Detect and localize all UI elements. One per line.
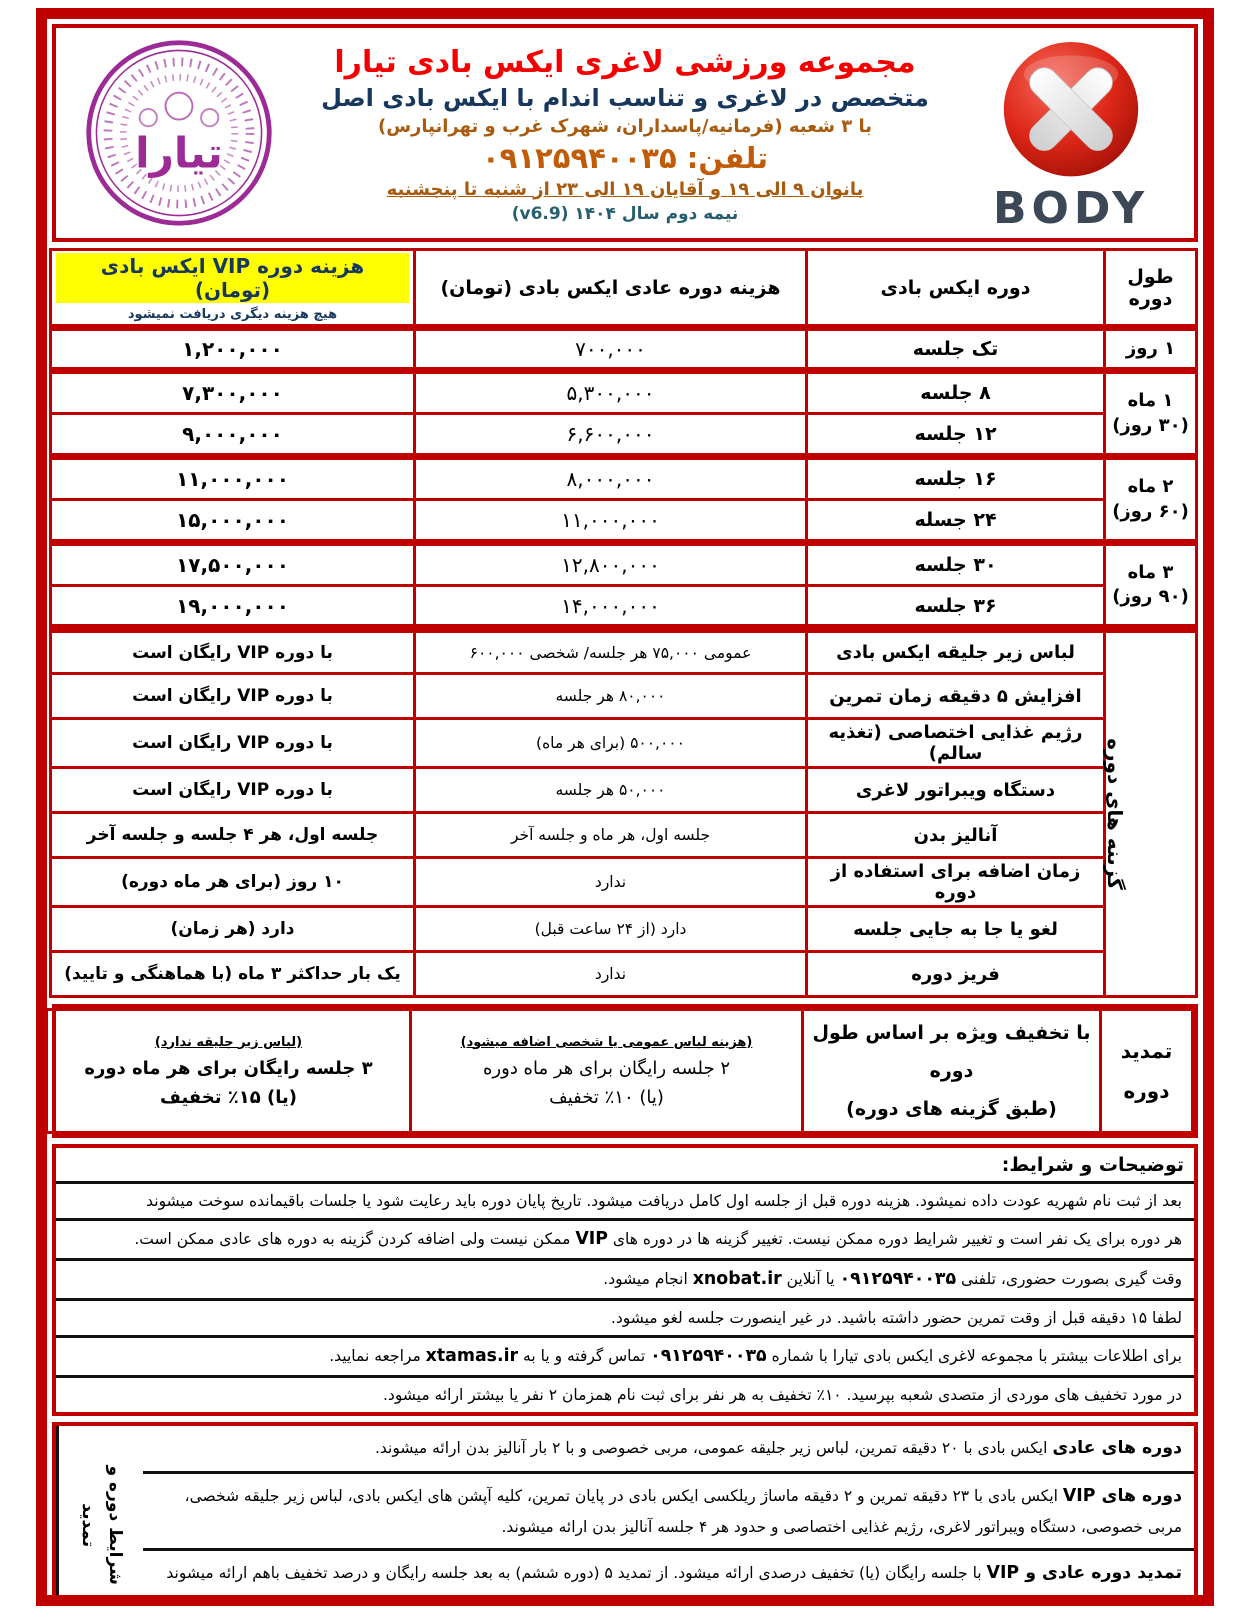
term-row: [56, 1375, 1194, 1412]
text-segment: ایکس بادی با ۲۳ دقیقه تمرین و ۲ دقیقه ماساژ ریلکسی ایکس بادی در پایان تمرین، کلیه آپشن های ایکس بادی، لباس زیر جلیقه شخصی، مربی خصوصی، دستگاه ویبراتور لاغری، رژیم غذایی اختصاصی و حدود هر ۴ جلسه آنالیز بدن ارائه میشوند.: [184, 1486, 1182, 1536]
header-duration: طول دوره: [1105, 250, 1197, 328]
option-name-cell: دستگاه ویبراتور لاغری: [807, 768, 1105, 813]
option-normal-cell: عمومی ۷۵,۰۰۰ هر جلسه/ شخصی ۶۰۰,۰۰۰: [415, 629, 807, 674]
duration-cell: [1105, 543, 1197, 629]
option-row: [51, 719, 1197, 768]
duration-line: (۶۰ روز): [1112, 500, 1189, 522]
option-vip-cell: یک بار حداکثر ۳ ماه (با هماهنگی و تایید): [51, 952, 415, 997]
option-name-cell: رژیم غذایی اختصاصی (تغذیه سالم): [807, 719, 1105, 768]
normal-price-cell: ۶,۶۰۰,۰۰۰: [415, 414, 807, 457]
xbody-wordmark: BODY: [992, 183, 1150, 234]
vip-price-cell: ۱۱,۰۰۰,۰۰۰: [51, 457, 415, 500]
text-segment: مراجعه نمایید.: [329, 1346, 426, 1365]
option-normal-cell: دارد (از ۲۴ ساعت قبل): [415, 907, 807, 952]
session-count-cell: ۳۶ جلسه: [807, 586, 1105, 629]
text-segment: در مورد تخفیف های موردی از متصدی شعبه بپرسید. ۱۰٪ تخفیف به هر نفر برای ثبت نام همزمان ۲ نفر یا بیشتر ارائه میشود.: [382, 1385, 1182, 1404]
text-segment: یا آنلاین: [781, 1269, 840, 1288]
renewal-vip-line2: (یا) ۱۵٪ تخفیف: [160, 1086, 297, 1108]
emphasized-text: تمدید دوره عادی و VIP: [986, 1563, 1182, 1584]
terms-section: [52, 1144, 1198, 1416]
renewal-vip-cell: [47, 1010, 411, 1133]
options-group-label-cell: [1105, 629, 1197, 997]
renewal-section: [52, 1004, 1198, 1138]
option-vip-cell: ۱۰ روز (برای هر ماه دوره): [51, 858, 415, 907]
renewal-course-line2: (طبق گزینه های دوره): [846, 1098, 1057, 1120]
duration-cell: [1105, 328, 1197, 371]
option-vip-cell: جلسه اول، هر ۴ جلسه و جلسه آخر: [51, 813, 415, 858]
text-segment: هر دوره برای یک نفر است و تغییر شرایط دوره ممکن نیست. تغییر گزینه ها در دوره های: [608, 1230, 1182, 1249]
option-name-cell: افزایش ۵ دقیقه زمان تمرین: [807, 674, 1105, 719]
emphasized-text: VIP: [575, 1229, 608, 1250]
price-row: [51, 586, 1197, 629]
renewal-normal-line2: (یا) ۱۰٪ تخفیف: [549, 1086, 664, 1108]
duration-line: ۲ ماه: [1127, 476, 1174, 498]
renewal-label-line2: دوره: [1123, 1079, 1170, 1103]
option-normal-cell: ندارد: [415, 858, 807, 907]
page-title: مجموعه ورزشی لاغری ایکس بادی تیارا: [334, 44, 916, 80]
text-segment: وقت گیری بصورت حضوری، تلفنی: [956, 1269, 1182, 1288]
price-row: [51, 328, 1197, 371]
normal-price-cell: ۸,۰۰۰,۰۰۰: [415, 457, 807, 500]
emphasized-text: xnobat.ir: [692, 1268, 782, 1289]
price-table-body: [51, 328, 1197, 997]
option-normal-cell: ۸۰,۰۰۰ هر جلسه: [415, 674, 807, 719]
emphasized-text: ۰۹۱۲۵۹۴۰۰۳۵: [839, 1268, 957, 1289]
price-table-header-row: [51, 250, 1197, 328]
session-count-cell: ۲۴ جسله: [807, 500, 1105, 543]
price-row: [51, 457, 1197, 500]
session-count-cell: ۸ جلسه: [807, 371, 1105, 414]
duration-line: ۱ روز: [1125, 337, 1176, 359]
renewal-course-line1: با تخفیف ویژه بر اساس طول دوره: [812, 1022, 1091, 1082]
option-row: [51, 858, 1197, 907]
option-row: [51, 907, 1197, 952]
option-name-cell: زمان اضافه برای استفاده از دوره: [807, 858, 1105, 907]
term-row: [56, 1181, 1194, 1218]
duration-line: ۱ ماه: [1127, 390, 1174, 412]
term-row: [56, 1218, 1194, 1258]
text-segment: ممکن نیست ولی اضافه کردن گزینه به دوره های عادی ممکن است.: [134, 1230, 576, 1249]
renewal-course-cell: [803, 1010, 1101, 1133]
price-table: [49, 248, 1198, 998]
header-normal-price: هزینه دوره عادی ایکس بادی (تومان): [415, 250, 807, 328]
renewal-normal-cell: [411, 1010, 803, 1133]
option-vip-cell: دارد (هر زمان): [51, 907, 415, 952]
xbody-logo: [952, 35, 1190, 234]
price-row: [51, 414, 1197, 457]
vip-price-cell: ۷,۳۰۰,۰۰۰: [51, 371, 415, 414]
emphasized-text: ۰۹۱۲۵۹۴۰۰۳۵: [650, 1345, 767, 1366]
conditions-label-line1: شرایط دوره و: [105, 1466, 126, 1586]
duration-cell: [1105, 457, 1197, 543]
svg-text:تیارا: تیارا: [135, 128, 223, 178]
price-row: [51, 371, 1197, 414]
emphasized-text: دوره های عادی: [1052, 1437, 1182, 1458]
renewal-vip-note: (لباس زیر جلیقه ندارد): [154, 1034, 303, 1050]
normal-price-cell: ۱۲,۸۰۰,۰۰۰: [415, 543, 807, 586]
condition-row: [143, 1426, 1194, 1471]
header-box: [52, 24, 1198, 242]
vip-header-note: هیچ هزینه دیگری دریافت نمیشود: [127, 307, 338, 322]
header-course: دوره ایکس بادی: [807, 250, 1105, 328]
header-text-block: [298, 43, 952, 224]
conditions-list: [143, 1426, 1194, 1606]
text-segment: تماس گرفته و یا به: [518, 1346, 651, 1365]
terms-list: [56, 1181, 1194, 1412]
vip-price-cell: ۱۵,۰۰۰,۰۰۰: [51, 500, 415, 543]
term-row: [56, 1258, 1194, 1298]
edition-line: نیمه دوم سال ۱۴۰۴ (v6.9): [511, 203, 739, 224]
condition-row: [143, 1548, 1194, 1606]
vip-price-cell: ۱۷,۵۰۰,۰۰۰: [51, 543, 415, 586]
text-segment: با جلسه رایگان (یا) تخفیف درصدی ارائه میشود. از تمدید ۵ (دوره ششم) به بعد جلسه رایگان و درصد تخفیف باهم ارائه میشوند .همچنین هر ۳ تمدید (از دوره چهارم)، لباس زیر شخصی در دوره های VIP رایگان ارائه میشود و یا هزینه لباس عمومی در دوره های عادی دریافت نمیشود.: [166, 1564, 1182, 1606]
renewal-vip-line1: ۳ جلسه رایگان برای هر ماه دوره: [84, 1057, 373, 1079]
phone-line: تلفن: ۰۹۱۲۵۹۴۰۰۳۵: [481, 140, 769, 175]
renewal-normal-line1: ۲ جلسه رایگان برای هر ماه دوره: [483, 1057, 730, 1079]
duration-line: ۳ ماه: [1127, 561, 1174, 583]
price-row: [51, 500, 1197, 543]
term-row: [56, 1298, 1194, 1335]
page-subtitle: متخصص در لاغری و تناسب اندام با ایکس بادی اصل: [321, 83, 929, 112]
vip-price-cell: ۱,۲۰۰,۰۰۰: [51, 328, 415, 371]
option-row: [51, 629, 1197, 674]
normal-price-cell: ۷۰۰,۰۰۰: [415, 328, 807, 371]
renewal-normal-note: (هزینه لباس عمومی یا شخصی اضافه میشود): [460, 1034, 753, 1050]
option-normal-cell: جلسه اول، هر ماه و جلسه آخر: [415, 813, 807, 858]
session-count-cell: ۱۲ جلسه: [807, 414, 1105, 457]
tiara-logo: [60, 37, 298, 229]
conditions-rotated-label: [74, 1466, 128, 1585]
vip-price-cell: ۹,۰۰۰,۰۰۰: [51, 414, 415, 457]
normal-price-cell: ۱۱,۰۰۰,۰۰۰: [415, 500, 807, 543]
conditions-section: [52, 1422, 1198, 1606]
price-row: [51, 543, 1197, 586]
text-segment: انجام میشود.: [603, 1269, 693, 1288]
flyer-page: [36, 8, 1214, 1606]
option-row: [51, 768, 1197, 813]
option-vip-cell: با دوره VIP رایگان است: [51, 629, 415, 674]
session-count-cell: تک جلسه: [807, 328, 1105, 371]
option-normal-cell: ۵۰,۰۰۰ هر جلسه: [415, 768, 807, 813]
duration-cell: [1105, 371, 1197, 457]
duration-line: (۹۰ روز): [1112, 586, 1189, 607]
tiara-logo-icon: [83, 37, 275, 229]
vip-header-highlight: هزینه دوره VIP ایکس بادی (تومان): [56, 253, 409, 303]
option-row: [51, 952, 1197, 997]
renewal-label-cell: [1101, 1010, 1193, 1133]
option-normal-cell: ۵۰۰,۰۰۰ (برای هر ماه): [415, 719, 807, 768]
text-segment: ایکس بادی با ۲۰ دقیقه تمرین، لباس زیر جلیقه عمومی، مربی خصوصی و با ۲ بار آنالیز بدن ارائه میشوند.: [374, 1438, 1053, 1457]
option-name-cell: فریز دوره: [807, 952, 1105, 997]
header-vip-price: [51, 250, 415, 328]
option-name-cell: آنالیز بدن: [807, 813, 1105, 858]
term-row: [56, 1335, 1194, 1375]
condition-row: [143, 1471, 1194, 1548]
option-name-cell: لغو یا جا به جایی جلسه: [807, 907, 1105, 952]
option-vip-cell: با دوره VIP رایگان است: [51, 719, 415, 768]
option-row: [51, 674, 1197, 719]
renewal-table: [45, 1008, 1194, 1134]
branches-line: با ۳ شعبه (فرمانیه/پاسداران، شهرک غرب و تهرانپارس): [377, 115, 873, 137]
text-segment: بعد از ثبت نام شهریه عودت داده نمیشود. هزینه دوره قبل از جلسه اول کامل دریافت میشود. تاریخ پایان دوره باید رعایت شود یا جلسات باقیمانده سوخت میشوند: [146, 1192, 1182, 1210]
option-row: [51, 813, 1197, 858]
vip-price-cell: ۱۹,۰۰۰,۰۰۰: [51, 586, 415, 629]
options-group-label: گزینه های دوره: [1103, 738, 1128, 890]
duration-line: (۳۰ روز): [1112, 414, 1189, 436]
emphasized-text: xtamas.ir: [425, 1345, 519, 1366]
hours-line: بانوان ۹ الی ۱۹ و آقایان ۱۹ الی ۲۳ از شنبه تا پنجشنبه: [386, 178, 864, 200]
option-name-cell: لباس زیر جلیقه ایکس بادی: [807, 629, 1105, 674]
conditions-label-cell: [56, 1426, 143, 1606]
option-vip-cell: با دوره VIP رایگان است: [51, 768, 415, 813]
xbody-logo-icon: [987, 35, 1155, 185]
normal-price-cell: ۱۴,۰۰۰,۰۰۰: [415, 586, 807, 629]
terms-heading: توضیحات و شرایط:: [1001, 1154, 1184, 1176]
normal-price-cell: ۵,۳۰۰,۰۰۰: [415, 371, 807, 414]
text-segment: لطفا ۱۵ دقیقه قبل از وقت تمرین حضور داشته باشید. در غیر اینصورت جلسه لغو میشود.: [610, 1308, 1182, 1327]
conditions-label-line2: تمدید: [77, 1503, 98, 1548]
session-count-cell: ۳۰ جلسه: [807, 543, 1105, 586]
renewal-row: [47, 1010, 1193, 1133]
option-vip-cell: با دوره VIP رایگان است: [51, 674, 415, 719]
renewal-label-line1: تمدید: [1120, 1039, 1173, 1063]
emphasized-text: دوره های VIP: [1062, 1485, 1182, 1506]
option-normal-cell: ندارد: [415, 952, 807, 997]
session-count-cell: ۱۶ جلسه: [807, 457, 1105, 500]
text-segment: برای اطلاعات بیشتر با مجموعه لاغری ایکس بادی تیارا با شماره: [766, 1346, 1182, 1365]
